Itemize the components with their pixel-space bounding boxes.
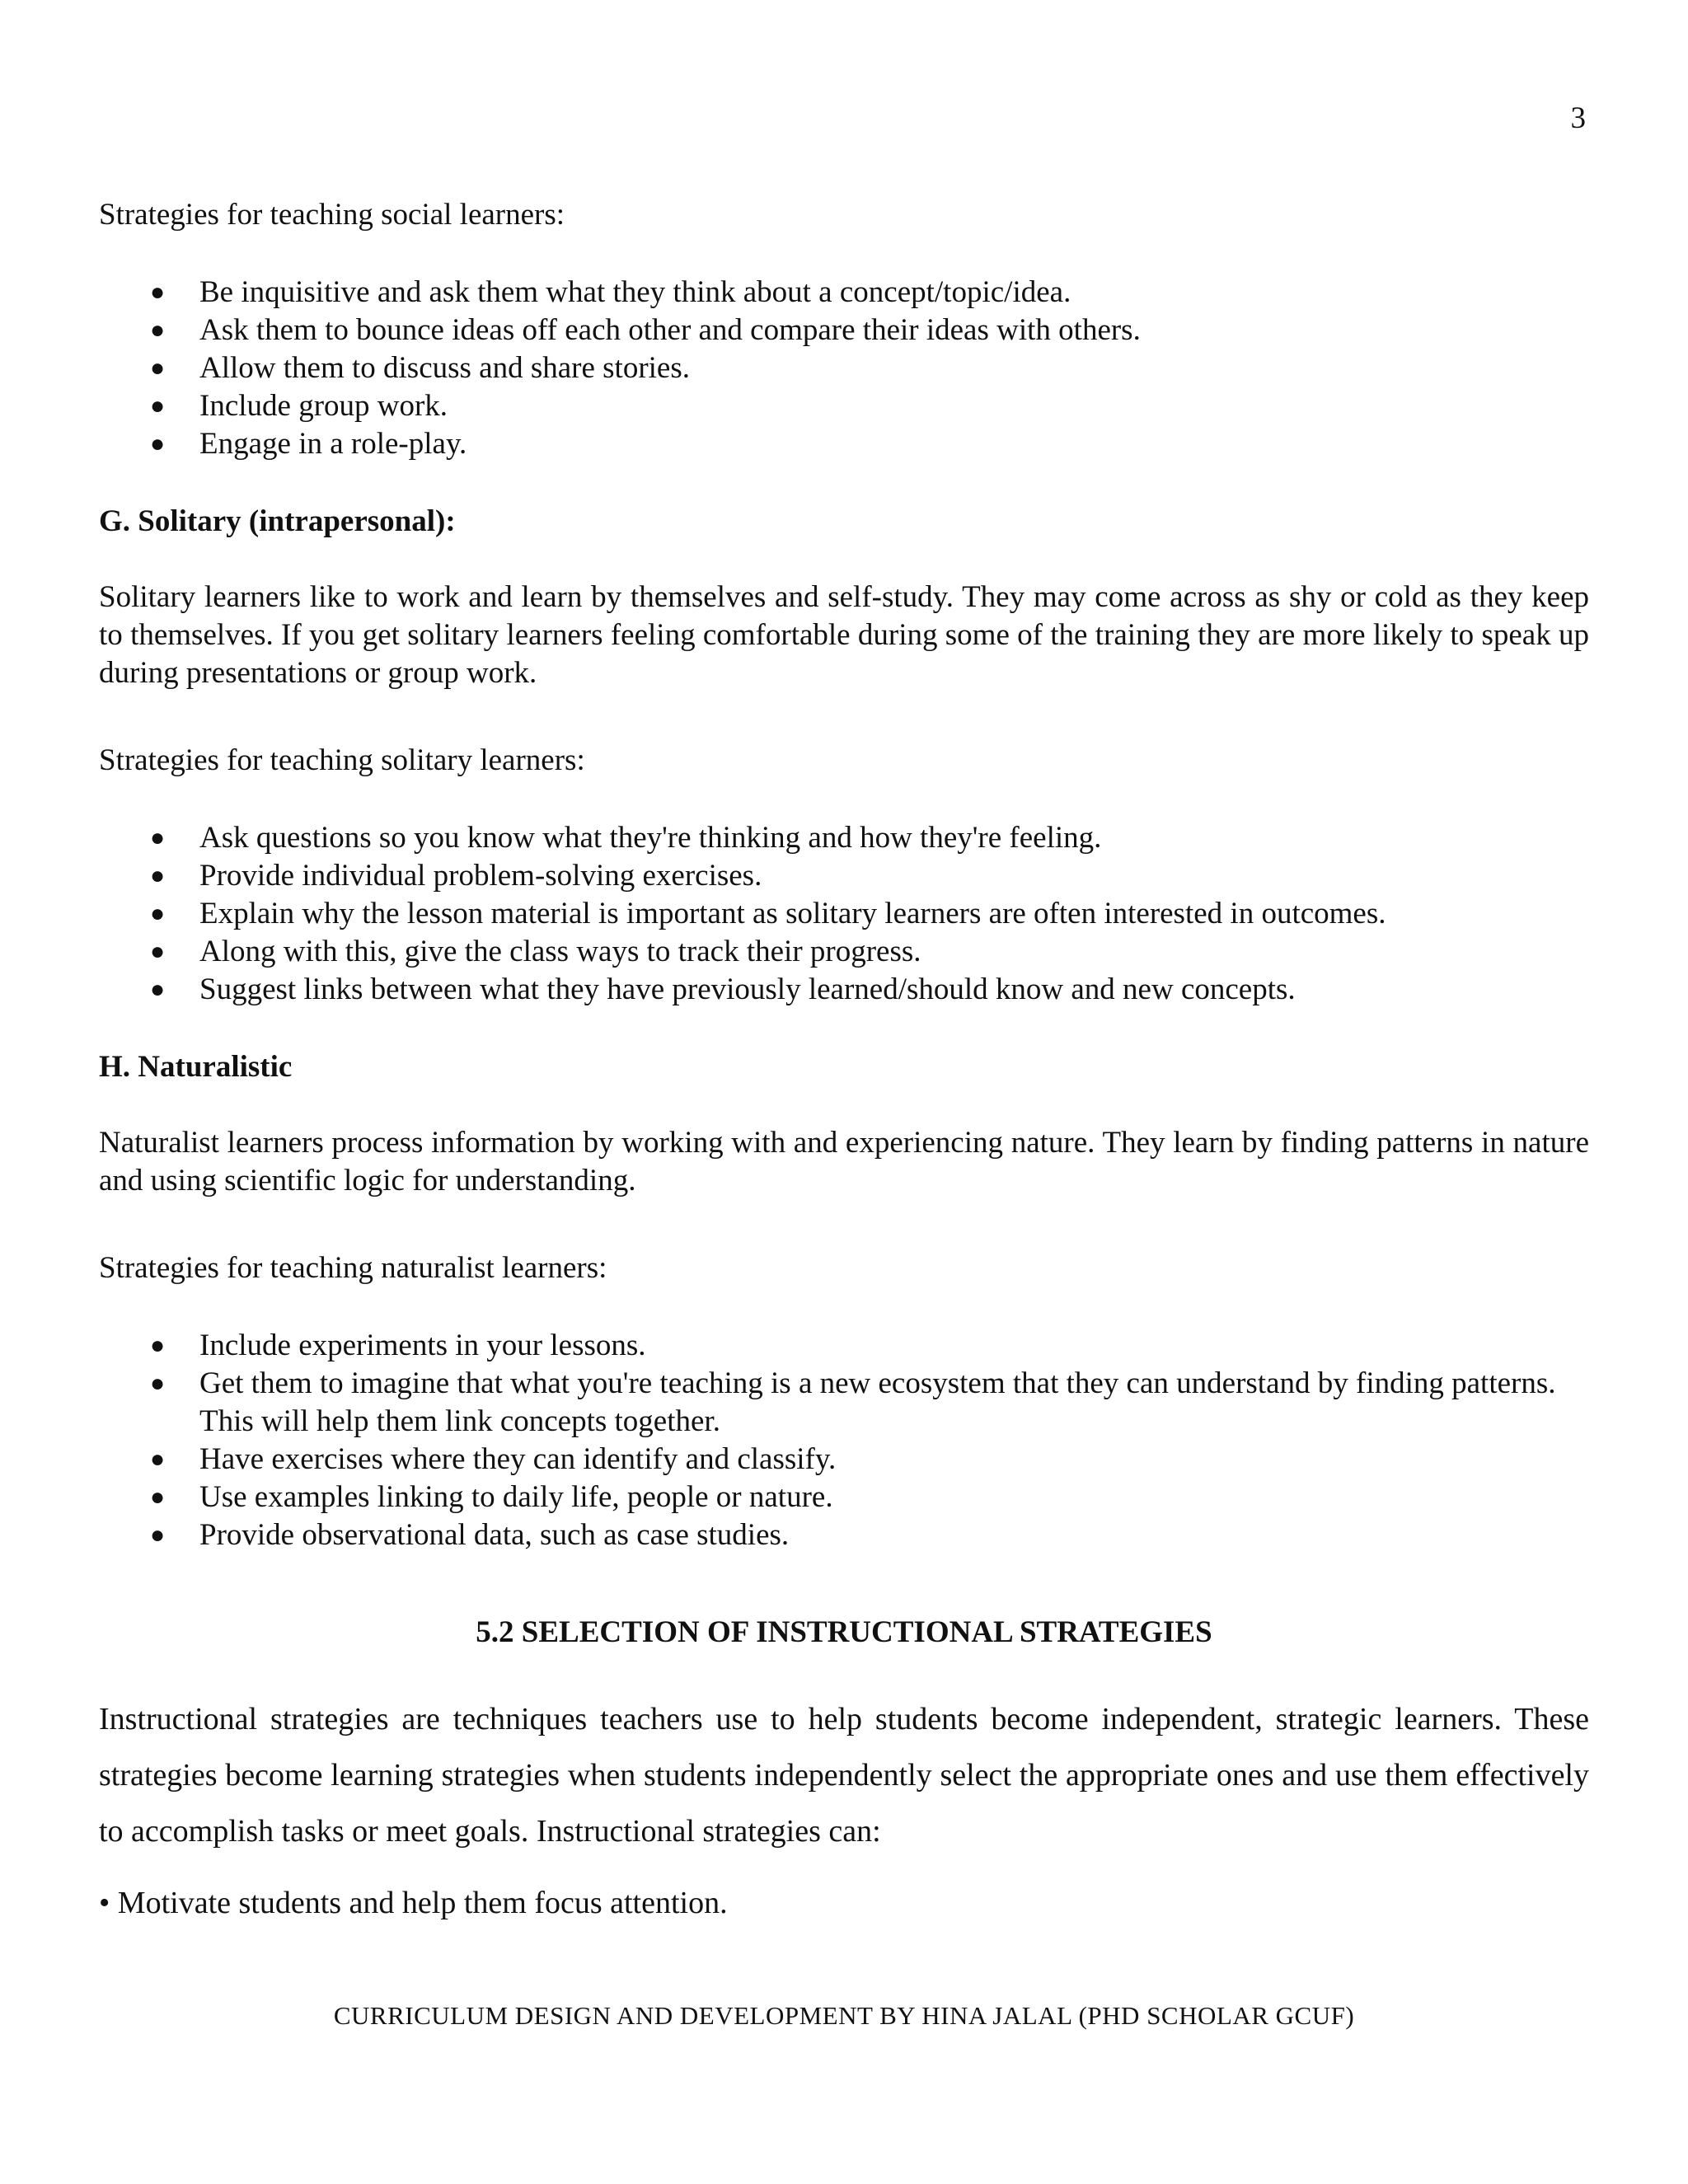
- section-paragraph: Instructional strategies are techniques teachers use to help students become independent, strategic learners. These strategies become learning strategies when students independently select the appropriate ones and use them effectively to accomplish tasks or meet goals. Instructional strategies can:: [99, 1702, 1589, 1849]
- document-body: [99, 196, 1589, 1922]
- list-item: ● Be inquisitive and ask them what they think about a concept/topic/idea.: [99, 274, 1589, 312]
- bullet-icon: ●: [150, 316, 166, 344]
- list-item: ● Include group work.: [99, 387, 1589, 425]
- naturalistic-heading: H. Naturalistic: [99, 1050, 293, 1084]
- solitary-strategies-intro: Strategies for teaching solitary learners:: [99, 743, 585, 777]
- bullet-icon: ●: [150, 1521, 166, 1549]
- bullet-icon: ●: [150, 862, 166, 889]
- list-item: ● Engage in a role-play.: [99, 425, 1589, 463]
- solitary-strategies-list: [99, 819, 1589, 1009]
- bullet-icon: ●: [150, 1446, 166, 1473]
- list-item: ● Have exercises where they can identify and classify.: [99, 1441, 1589, 1479]
- bullet-icon: ●: [150, 354, 166, 382]
- naturalist-strategies-list: [99, 1327, 1589, 1554]
- list-item: ● Along with this, give the class ways to track their progress.: [99, 933, 1589, 971]
- bullet-icon: ●: [150, 938, 166, 965]
- social-strategies-list: [99, 274, 1589, 463]
- list-item: ● Explain why the lesson material is important as solitary learners are often interested in outcomes.: [99, 895, 1589, 933]
- bullet-icon: ●: [150, 279, 166, 306]
- section-bullet: • Motivate students and help them focus attention.: [99, 1886, 728, 1920]
- list-item: ● Provide observational data, such as case studies.: [99, 1516, 1589, 1554]
- social-strategies-intro: Strategies for teaching social learners:: [99, 198, 565, 232]
- naturalist-strategies-intro: Strategies for teaching naturalist learners:: [99, 1251, 607, 1285]
- bullet-icon: ●: [150, 1370, 166, 1397]
- page-footer: CURRICULUM DESIGN AND DEVELOPMENT BY HINA JALAL (PHD SCHOLAR GCUF): [333, 2001, 1355, 2030]
- page-number: 3: [1570, 101, 1586, 135]
- bullet-icon: ●: [150, 392, 166, 419]
- list-item: ● Use examples linking to daily life, people or nature.: [99, 1479, 1589, 1516]
- bullet-icon: ●: [150, 900, 166, 927]
- solitary-heading: G. Solitary (intrapersonal):: [99, 504, 456, 538]
- list-item: ● Provide individual problem-solving exercises.: [99, 857, 1589, 895]
- list-item: ● Allow them to discuss and share stories.: [99, 349, 1589, 387]
- bullet-icon: ●: [150, 1332, 166, 1359]
- list-item: ● Get them to imagine that what you're teaching is a new ecosystem that they can understand by finding patterns. This will help them link concepts together.: [150, 1366, 1556, 1438]
- list-item: ● Include experiments in your lessons.: [99, 1327, 1589, 1365]
- list-item: ● Ask them to bounce ideas off each other and compare their ideas with others.: [99, 312, 1589, 349]
- bullet-icon: ●: [150, 430, 166, 457]
- list-item: ● Suggest links between what they have previously learned/should know and new concepts.: [99, 971, 1589, 1009]
- bullet-icon: ●: [150, 1483, 166, 1511]
- bullet-icon: ●: [150, 824, 166, 851]
- section-title: 5.2 SELECTION OF INSTRUCTIONAL STRATEGIES: [476, 1615, 1212, 1649]
- list-item: ● Ask questions so you know what they're thinking and how they're feeling.: [99, 819, 1589, 857]
- naturalistic-description: Naturalist learners process information by working with and experiencing nature. They learn by finding patterns in nature and using scientific logic for understanding.: [99, 1126, 1589, 1197]
- solitary-description: Solitary learners like to work and learn by themselves and self-study. They may come across as shy or cold as they keep to themselves. If you get solitary learners feeling comfortable during some of the training they are more likely to speak up during presentations or group work.: [99, 580, 1589, 690]
- bullet-icon: ●: [150, 976, 166, 1003]
